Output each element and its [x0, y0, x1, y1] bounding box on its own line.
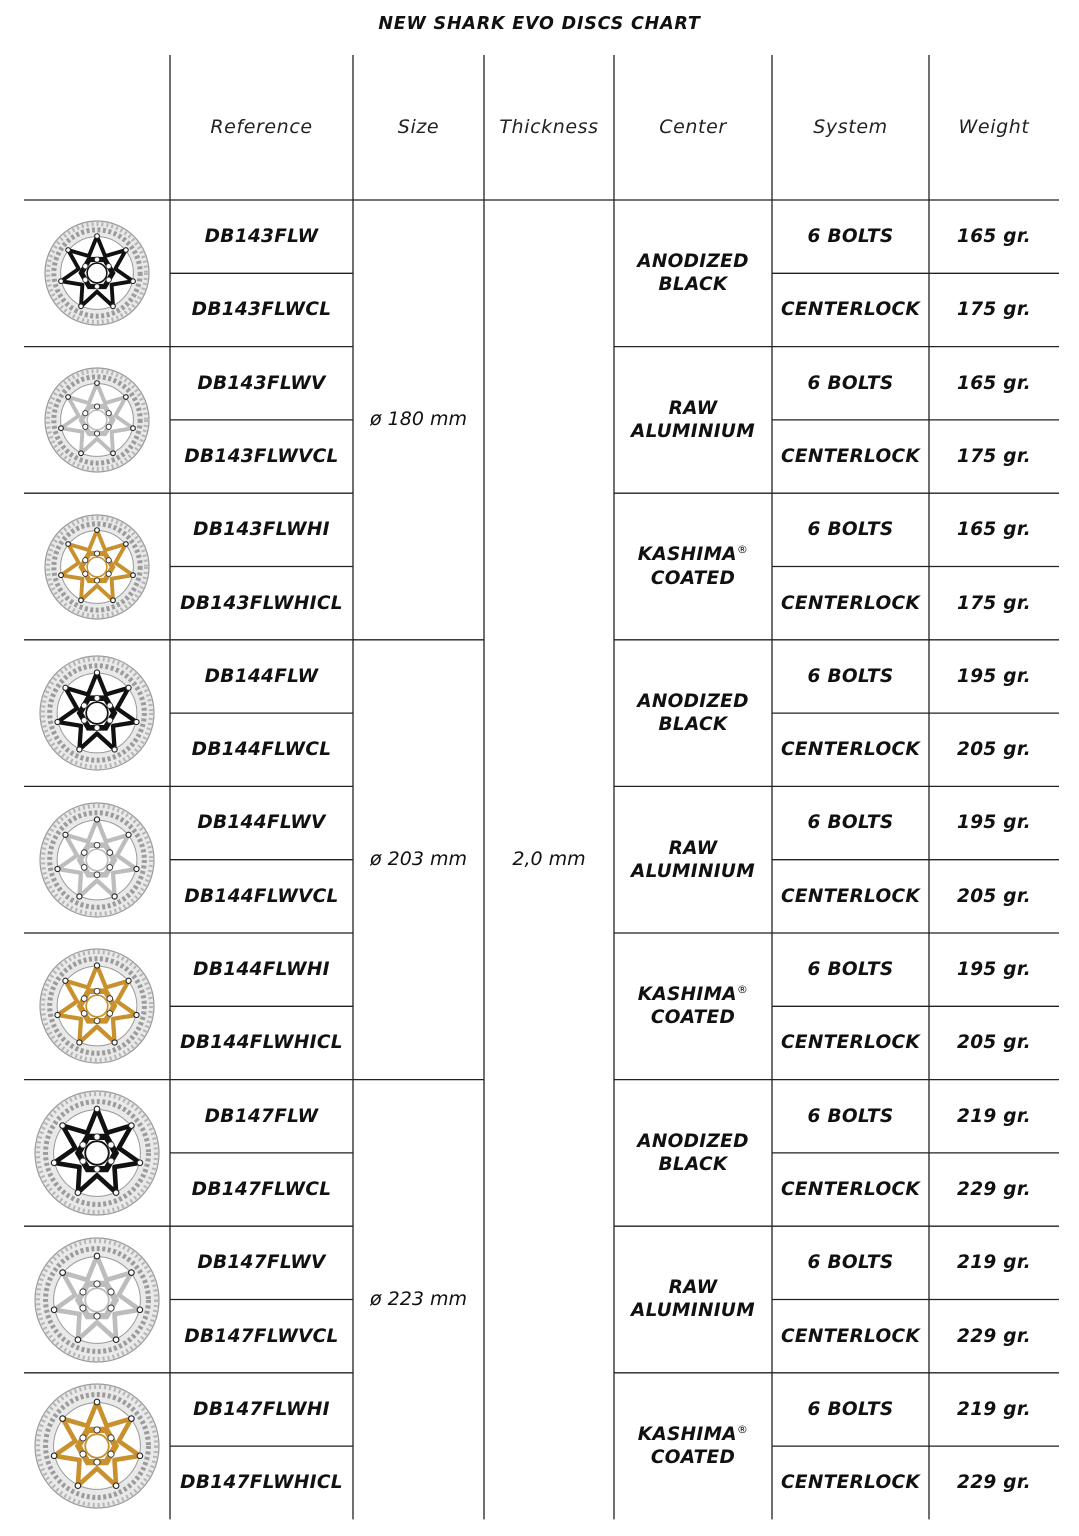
reference-cell: DB144FLWHICL — [180, 1032, 343, 1054]
center-line1 — [637, 690, 749, 713]
weight-cell: 205 gr. — [957, 885, 1031, 907]
center-cell — [614, 786, 772, 933]
center-line2: COATED — [650, 567, 736, 589]
reference-cell: DB147FLWCL — [191, 1178, 332, 1200]
center-line1 — [637, 1130, 749, 1153]
center-text: RAW — [668, 837, 718, 859]
center-line2: BLACK — [658, 1153, 728, 1175]
system-cell: CENTERLOCK — [781, 592, 920, 614]
reference-cell: DB147FLWHI — [193, 1398, 330, 1420]
reference-cell: DB147FLWV — [197, 1252, 326, 1274]
center-text: ANODIZED — [637, 251, 749, 273]
center-line1 — [638, 983, 748, 1006]
center-text: RAW — [668, 397, 718, 419]
brake-disc-image — [27, 933, 167, 1083]
system-cell: 6 BOLTS — [807, 1105, 894, 1127]
registered-mark: ® — [736, 543, 749, 557]
system-cell: 6 BOLTS — [807, 812, 894, 834]
reference-cell: DB147FLW — [204, 1105, 319, 1127]
center-line1 — [669, 837, 718, 860]
brake-disc-image — [27, 200, 167, 350]
system-cell: CENTERLOCK — [781, 1178, 920, 1200]
system-cell: CENTERLOCK — [781, 299, 920, 321]
center-cell — [614, 1226, 772, 1373]
registered-mark: ® — [736, 983, 749, 997]
center-line1 — [638, 543, 748, 566]
center-cell — [614, 933, 772, 1080]
center-line2: BLACK — [658, 274, 728, 296]
center-text: KASHIMA — [637, 1424, 737, 1446]
center-text: ANODIZED — [637, 1130, 749, 1152]
weight-cell: 205 gr. — [957, 739, 1031, 761]
system-cell: 6 BOLTS — [807, 959, 894, 981]
brake-disc-image — [27, 640, 167, 790]
brake-disc-image — [27, 494, 167, 644]
weight-cell: 175 gr. — [957, 445, 1031, 467]
header-weight: Weight — [958, 115, 1030, 138]
header-reference: Reference — [210, 115, 313, 138]
center-cell — [614, 493, 772, 640]
center-text: ANODIZED — [637, 690, 749, 712]
center-line1 — [669, 1276, 718, 1299]
weight-cell: 165 gr. — [957, 519, 1031, 541]
system-cell: 6 BOLTS — [807, 519, 894, 541]
center-cell — [614, 200, 772, 347]
header-center: Center — [659, 115, 727, 138]
weight-cell: 175 gr. — [957, 299, 1031, 321]
brake-disc-image — [27, 1227, 167, 1377]
center-line1 — [669, 397, 718, 420]
weight-cell: 229 gr. — [957, 1472, 1031, 1494]
system-cell: CENTERLOCK — [781, 1325, 920, 1347]
size-cell: ø 223 mm — [370, 1287, 467, 1310]
system-cell: 6 BOLTS — [807, 1398, 894, 1420]
reference-cell: DB143FLW — [204, 226, 319, 248]
header-thickness: Thickness — [499, 115, 599, 138]
center-cell — [614, 1373, 772, 1520]
center-line2: BLACK — [658, 714, 728, 736]
brake-disc-image — [27, 787, 167, 937]
system-cell: 6 BOLTS — [807, 1252, 894, 1274]
reference-cell: DB144FLWHI — [193, 959, 330, 981]
system-cell: CENTERLOCK — [781, 739, 920, 761]
size-cell: ø 180 mm — [370, 408, 467, 431]
brake-disc-image — [27, 1080, 167, 1230]
reference-cell: DB143FLWVCL — [184, 445, 339, 467]
brake-disc-image — [27, 1373, 167, 1523]
weight-cell: 229 gr. — [957, 1325, 1031, 1347]
system-cell: CENTERLOCK — [781, 885, 920, 907]
center-line2: ALUMINIUM — [631, 420, 755, 442]
center-cell — [614, 640, 772, 787]
weight-cell: 165 gr. — [957, 372, 1031, 394]
system-cell: 6 BOLTS — [807, 226, 894, 248]
weight-cell: 195 gr. — [957, 665, 1031, 687]
system-cell: 6 BOLTS — [807, 372, 894, 394]
center-cell — [614, 347, 772, 494]
reference-cell: DB143FLWHICL — [180, 592, 343, 614]
center-line2: ALUMINIUM — [631, 860, 755, 882]
size-cell: ø 203 mm — [370, 847, 467, 870]
reference-cell: DB147FLWHICL — [180, 1472, 343, 1494]
reference-cell: DB144FLWV — [197, 812, 326, 834]
weight-cell: 195 gr. — [957, 959, 1031, 981]
center-line2: ALUMINIUM — [631, 1300, 755, 1322]
header-size: Size — [397, 115, 440, 138]
weight-cell: 165 gr. — [957, 226, 1031, 248]
center-cell — [614, 1080, 772, 1227]
reference-cell: DB143FLWHI — [193, 519, 330, 541]
brake-disc-image — [27, 347, 167, 497]
reference-cell: DB143FLWV — [197, 372, 326, 394]
weight-cell: 229 gr. — [957, 1178, 1031, 1200]
center-text: KASHIMA — [637, 544, 737, 566]
header-system: System — [813, 115, 888, 138]
system-cell: CENTERLOCK — [781, 445, 920, 467]
reference-cell: DB144FLWVCL — [184, 885, 339, 907]
reference-cell: DB144FLWCL — [191, 739, 332, 761]
chart-title: NEW SHARK EVO DISCS CHART — [378, 14, 701, 34]
system-cell: 6 BOLTS — [807, 665, 894, 687]
center-line1 — [638, 1423, 748, 1446]
center-line1 — [637, 250, 749, 273]
registered-mark: ® — [736, 1422, 749, 1436]
center-line2: COATED — [650, 1007, 736, 1029]
weight-cell: 219 gr. — [957, 1252, 1031, 1274]
weight-cell: 195 gr. — [957, 812, 1031, 834]
center-text: KASHIMA — [637, 984, 737, 1006]
weight-cell: 205 gr. — [957, 1032, 1031, 1054]
weight-cell: 219 gr. — [957, 1398, 1031, 1420]
thickness-cell: 2,0 mm — [512, 847, 586, 870]
reference-cell: DB143FLWCL — [191, 299, 332, 321]
center-line2: COATED — [650, 1447, 736, 1469]
weight-cell: 175 gr. — [957, 592, 1031, 614]
system-cell: CENTERLOCK — [781, 1032, 920, 1054]
system-cell: CENTERLOCK — [781, 1472, 920, 1494]
weight-cell: 219 gr. — [957, 1105, 1031, 1127]
reference-cell: DB144FLW — [204, 665, 319, 687]
reference-cell: DB147FLWVCL — [184, 1325, 339, 1347]
center-text: RAW — [668, 1277, 718, 1299]
